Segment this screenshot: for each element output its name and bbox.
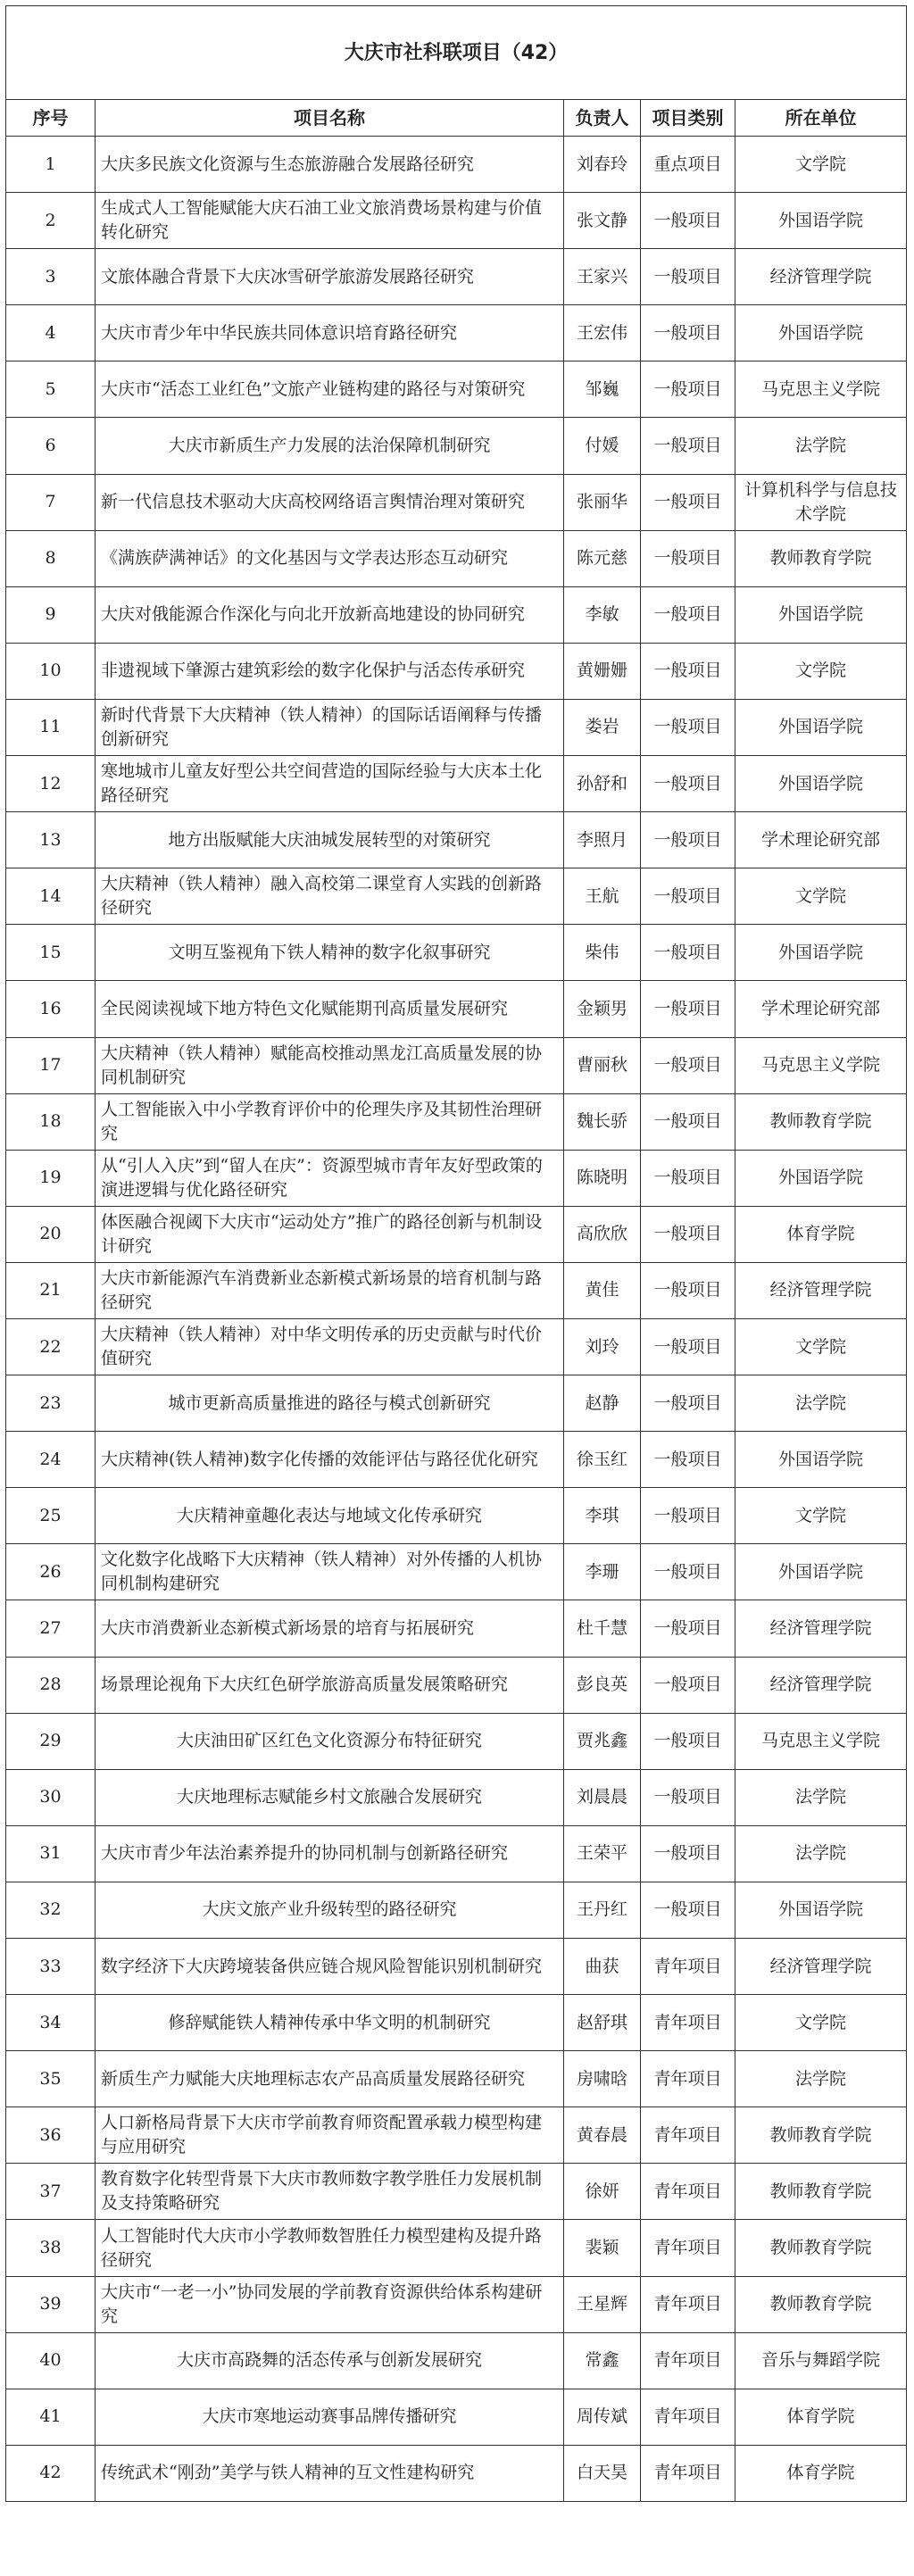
project-unit: 法学院 bbox=[735, 1825, 906, 1882]
project-name: 人工智能嵌入中小学教育评价中的伦理失序及其韧性治理研究 bbox=[96, 1093, 564, 1150]
table-row bbox=[6, 1657, 907, 1713]
project-unit: 教师教育学院 bbox=[735, 2164, 906, 2220]
row-number: 4 bbox=[6, 305, 96, 361]
project-leader: 杜千慧 bbox=[563, 1600, 640, 1657]
project-unit: 外国语学院 bbox=[735, 925, 906, 981]
table-row bbox=[6, 2445, 907, 2501]
project-name: 场景理论视角下大庆红色研学旅游高质量发展策略研究 bbox=[96, 1657, 564, 1713]
project-type: 一般项目 bbox=[640, 249, 735, 305]
table-row bbox=[6, 2276, 907, 2332]
table-row bbox=[6, 1769, 907, 1825]
table-row bbox=[6, 2332, 907, 2389]
project-type: 一般项目 bbox=[640, 193, 735, 249]
project-leader: 徐玉红 bbox=[563, 1432, 640, 1488]
table-row bbox=[6, 2051, 907, 2107]
project-type: 一般项目 bbox=[640, 1037, 735, 1093]
project-leader: 李琪 bbox=[563, 1488, 640, 1544]
project-leader: 房啸晗 bbox=[563, 2051, 640, 2107]
column-header-leader: 负责人 bbox=[563, 100, 640, 137]
row-number: 18 bbox=[6, 1093, 96, 1150]
row-number: 41 bbox=[6, 2389, 96, 2445]
project-leader: 娄岩 bbox=[563, 699, 640, 755]
column-header-type: 项目类别 bbox=[640, 100, 735, 137]
project-unit: 文学院 bbox=[735, 868, 906, 925]
row-number: 14 bbox=[6, 868, 96, 925]
table-row bbox=[6, 530, 907, 586]
table-row bbox=[6, 1318, 907, 1375]
project-unit: 经济管理学院 bbox=[735, 1600, 906, 1657]
table-title: 大庆市社科联项目（42） bbox=[6, 6, 907, 100]
row-number: 15 bbox=[6, 925, 96, 981]
project-leader: 贾兆鑫 bbox=[563, 1713, 640, 1769]
row-number: 26 bbox=[6, 1544, 96, 1600]
project-type: 一般项目 bbox=[640, 1544, 735, 1600]
row-number: 28 bbox=[6, 1657, 96, 1713]
project-leader: 周传斌 bbox=[563, 2389, 640, 2445]
project-unit: 教师教育学院 bbox=[735, 2107, 906, 2164]
row-number: 25 bbox=[6, 1488, 96, 1544]
project-leader: 王家兴 bbox=[563, 249, 640, 305]
row-number: 19 bbox=[6, 1150, 96, 1206]
project-type: 一般项目 bbox=[640, 1713, 735, 1769]
project-name: 教育数字化转型背景下大庆市教师数字教学胜任力发展机制及支持策略研究 bbox=[96, 2164, 564, 2220]
project-unit: 马克思主义学院 bbox=[735, 361, 906, 418]
project-unit: 外国语学院 bbox=[735, 586, 906, 643]
table-row bbox=[6, 1150, 907, 1206]
table-row bbox=[6, 1713, 907, 1769]
project-leader: 黄春晨 bbox=[563, 2107, 640, 2164]
table-row bbox=[6, 2220, 907, 2276]
project-type: 一般项目 bbox=[640, 812, 735, 868]
project-unit: 法学院 bbox=[735, 418, 906, 474]
project-name: 文化数字化战略下大庆精神（铁人精神）对外传播的人机协同机制构建研究 bbox=[96, 1544, 564, 1600]
project-type: 青年项目 bbox=[640, 1939, 735, 1995]
project-name: 新质生产力赋能大庆地理标志农产品高质量发展路径研究 bbox=[96, 2051, 564, 2107]
row-number: 7 bbox=[6, 474, 96, 530]
row-number: 40 bbox=[6, 2332, 96, 2389]
project-unit: 文学院 bbox=[735, 1995, 906, 2051]
project-unit: 外国语学院 bbox=[735, 1882, 906, 1938]
project-type: 一般项目 bbox=[640, 418, 735, 474]
row-number: 1 bbox=[6, 137, 96, 193]
project-name: 体医融合视阈下大庆市“运动处方”推广的路径创新与机制设计研究 bbox=[96, 1206, 564, 1262]
project-leader: 刘晨晨 bbox=[563, 1769, 640, 1825]
project-unit: 文学院 bbox=[735, 137, 906, 193]
project-name: 大庆市青少年法治素养提升的协同机制与创新路径研究 bbox=[96, 1825, 564, 1882]
project-leader: 王宏伟 bbox=[563, 305, 640, 361]
project-leader: 王荣平 bbox=[563, 1825, 640, 1882]
project-leader: 李珊 bbox=[563, 1544, 640, 1600]
project-type: 一般项目 bbox=[640, 1262, 735, 1318]
table-row bbox=[6, 1825, 907, 1882]
project-type: 一般项目 bbox=[640, 699, 735, 755]
project-type: 一般项目 bbox=[640, 1206, 735, 1262]
row-number: 31 bbox=[6, 1825, 96, 1882]
project-leader: 李敏 bbox=[563, 586, 640, 643]
project-type: 重点项目 bbox=[640, 137, 735, 193]
table-row bbox=[6, 1600, 907, 1657]
project-type: 一般项目 bbox=[640, 1318, 735, 1375]
project-unit: 马克思主义学院 bbox=[735, 1713, 906, 1769]
table-row bbox=[6, 756, 907, 812]
row-number: 3 bbox=[6, 249, 96, 305]
project-leader: 付媛 bbox=[563, 418, 640, 474]
project-name: 传统武术“刚劲”美学与铁人精神的互文性建构研究 bbox=[96, 2445, 564, 2501]
project-type: 一般项目 bbox=[640, 1882, 735, 1938]
project-type: 青年项目 bbox=[640, 2164, 735, 2220]
row-number: 24 bbox=[6, 1432, 96, 1488]
row-number: 35 bbox=[6, 2051, 96, 2107]
table-row bbox=[6, 699, 907, 755]
project-leader: 黄姗姗 bbox=[563, 643, 640, 699]
project-name: 大庆文旅产业升级转型的路径研究 bbox=[96, 1882, 564, 1938]
project-unit: 外国语学院 bbox=[735, 1150, 906, 1206]
project-leader: 赵静 bbox=[563, 1375, 640, 1432]
project-unit: 经济管理学院 bbox=[735, 1939, 906, 1995]
row-number: 22 bbox=[6, 1318, 96, 1375]
row-number: 11 bbox=[6, 699, 96, 755]
project-type: 一般项目 bbox=[640, 361, 735, 418]
project-name: 大庆精神（铁人精神）对中华文明传承的历史贡献与时代价值研究 bbox=[96, 1318, 564, 1375]
row-number: 20 bbox=[6, 1206, 96, 1262]
project-unit: 学术理论研究部 bbox=[735, 812, 906, 868]
project-name: 大庆多民族文化资源与生态旅游融合发展路径研究 bbox=[96, 137, 564, 193]
column-header-unit: 所在单位 bbox=[735, 100, 906, 137]
project-leader: 张丽华 bbox=[563, 474, 640, 530]
project-unit: 外国语学院 bbox=[735, 305, 906, 361]
project-unit: 文学院 bbox=[735, 1488, 906, 1544]
project-name: 大庆精神（铁人精神）赋能高校推动黑龙江高质量发展的协同机制研究 bbox=[96, 1037, 564, 1093]
project-name: 大庆精神(铁人精神)数字化传播的效能评估与路径优化研究 bbox=[96, 1432, 564, 1488]
project-name: 大庆市新能源汽车消费新业态新模式新场景的培育机制与路径研究 bbox=[96, 1262, 564, 1318]
project-type: 一般项目 bbox=[640, 586, 735, 643]
project-name: 文明互鉴视角下铁人精神的数字化叙事研究 bbox=[96, 925, 564, 981]
project-leader: 陈元慈 bbox=[563, 530, 640, 586]
project-unit: 文学院 bbox=[735, 643, 906, 699]
table-body bbox=[6, 137, 907, 2502]
table-row bbox=[6, 868, 907, 925]
row-number: 5 bbox=[6, 361, 96, 418]
header-row bbox=[6, 100, 907, 137]
row-number: 39 bbox=[6, 2276, 96, 2332]
project-unit: 学术理论研究部 bbox=[735, 981, 906, 1037]
project-unit: 体育学院 bbox=[735, 1206, 906, 1262]
row-number: 6 bbox=[6, 418, 96, 474]
table-row bbox=[6, 474, 907, 530]
project-type: 青年项目 bbox=[640, 2389, 735, 2445]
project-name: 新一代信息技术驱动大庆高校网络语言舆情治理对策研究 bbox=[96, 474, 564, 530]
project-sheet bbox=[5, 5, 907, 2502]
project-type: 一般项目 bbox=[640, 305, 735, 361]
project-name: 人工智能时代大庆市小学教师数智胜任力模型建构及提升路径研究 bbox=[96, 2220, 564, 2276]
row-number: 36 bbox=[6, 2107, 96, 2164]
project-type: 一般项目 bbox=[640, 868, 735, 925]
table-row bbox=[6, 1544, 907, 1600]
row-number: 38 bbox=[6, 2220, 96, 2276]
project-leader: 黄佳 bbox=[563, 1262, 640, 1318]
project-type: 青年项目 bbox=[640, 2220, 735, 2276]
project-leader: 高欣欣 bbox=[563, 1206, 640, 1262]
project-unit: 法学院 bbox=[735, 2051, 906, 2107]
table-row bbox=[6, 981, 907, 1037]
project-leader: 柴伟 bbox=[563, 925, 640, 981]
row-number: 16 bbox=[6, 981, 96, 1037]
row-number: 8 bbox=[6, 530, 96, 586]
project-name: 大庆精神（铁人精神）融入高校第二课堂育人实践的创新路径研究 bbox=[96, 868, 564, 925]
project-unit: 文学院 bbox=[735, 1318, 906, 1375]
row-number: 9 bbox=[6, 586, 96, 643]
row-number: 42 bbox=[6, 2445, 96, 2501]
table-row bbox=[6, 361, 907, 418]
project-leader: 曹丽秋 bbox=[563, 1037, 640, 1093]
project-type: 青年项目 bbox=[640, 2332, 735, 2389]
project-unit: 马克思主义学院 bbox=[735, 1037, 906, 1093]
project-leader: 魏长骄 bbox=[563, 1093, 640, 1150]
project-leader: 金颖男 bbox=[563, 981, 640, 1037]
project-leader: 徐妍 bbox=[563, 2164, 640, 2220]
project-unit: 外国语学院 bbox=[735, 756, 906, 812]
project-name: 大庆油田矿区红色文化资源分布特征研究 bbox=[96, 1713, 564, 1769]
project-name: 大庆市消费新业态新模式新场景的培育与拓展研究 bbox=[96, 1600, 564, 1657]
project-unit: 体育学院 bbox=[735, 2445, 906, 2501]
project-name: 全民阅读视域下地方特色文化赋能期刊高质量发展研究 bbox=[96, 981, 564, 1037]
project-unit: 经济管理学院 bbox=[735, 1262, 906, 1318]
project-name: 人口新格局背景下大庆市学前教育师资配置承载力模型构建与应用研究 bbox=[96, 2107, 564, 2164]
project-type: 一般项目 bbox=[640, 981, 735, 1037]
project-leader: 张文静 bbox=[563, 193, 640, 249]
project-unit: 教师教育学院 bbox=[735, 2220, 906, 2276]
project-leader: 常鑫 bbox=[563, 2332, 640, 2389]
table-row bbox=[6, 1262, 907, 1318]
project-leader: 赵舒琪 bbox=[563, 1995, 640, 2051]
project-leader: 曲获 bbox=[563, 1939, 640, 1995]
project-name: 大庆精神童趣化表达与地域文化传承研究 bbox=[96, 1488, 564, 1544]
project-unit: 外国语学院 bbox=[735, 193, 906, 249]
project-type: 青年项目 bbox=[640, 2107, 735, 2164]
project-type: 一般项目 bbox=[640, 530, 735, 586]
project-unit: 经济管理学院 bbox=[735, 1657, 906, 1713]
project-unit: 体育学院 bbox=[735, 2389, 906, 2445]
column-header-name: 项目名称 bbox=[96, 100, 564, 137]
project-name: 大庆市寒地运动赛事品牌传播研究 bbox=[96, 2389, 564, 2445]
project-unit: 法学院 bbox=[735, 1769, 906, 1825]
project-name: 城市更新高质量推进的路径与模式创新研究 bbox=[96, 1375, 564, 1432]
row-number: 2 bbox=[6, 193, 96, 249]
project-type: 一般项目 bbox=[640, 1093, 735, 1150]
project-leader: 王航 bbox=[563, 868, 640, 925]
table-row bbox=[6, 812, 907, 868]
row-number: 32 bbox=[6, 1882, 96, 1938]
project-name: 大庆市青少年中华民族共同体意识培育路径研究 bbox=[96, 305, 564, 361]
project-type: 一般项目 bbox=[640, 1657, 735, 1713]
row-number: 17 bbox=[6, 1037, 96, 1093]
table-row bbox=[6, 1093, 907, 1150]
table-row bbox=[6, 1488, 907, 1544]
project-name: 地方出版赋能大庆油城发展转型的对策研究 bbox=[96, 812, 564, 868]
project-name: 《满族萨满神话》的文化基因与文学表达形态互动研究 bbox=[96, 530, 564, 586]
project-name: 修辞赋能铁人精神传承中华文明的机制研究 bbox=[96, 1995, 564, 2051]
row-number: 13 bbox=[6, 812, 96, 868]
project-unit: 外国语学院 bbox=[735, 699, 906, 755]
table-row bbox=[6, 1206, 907, 1262]
project-type: 青年项目 bbox=[640, 2051, 735, 2107]
project-leader: 彭良英 bbox=[563, 1657, 640, 1713]
project-name: 生成式人工智能赋能大庆石油工业文旅消费场景构建与价值转化研究 bbox=[96, 193, 564, 249]
row-number: 30 bbox=[6, 1769, 96, 1825]
project-name: 大庆市高跷舞的活态传承与创新发展研究 bbox=[96, 2332, 564, 2389]
table-row bbox=[6, 1432, 907, 1488]
project-unit: 计算机科学与信息技术学院 bbox=[735, 474, 906, 530]
row-number: 37 bbox=[6, 2164, 96, 2220]
project-leader: 刘玲 bbox=[563, 1318, 640, 1375]
project-unit: 教师教育学院 bbox=[735, 1093, 906, 1150]
project-leader: 王星辉 bbox=[563, 2276, 640, 2332]
project-type: 青年项目 bbox=[640, 1995, 735, 2051]
table-row bbox=[6, 1939, 907, 1995]
table-row bbox=[6, 1995, 907, 2051]
project-leader: 李照月 bbox=[563, 812, 640, 868]
table-row bbox=[6, 2107, 907, 2164]
row-number: 34 bbox=[6, 1995, 96, 2051]
project-type: 一般项目 bbox=[640, 925, 735, 981]
project-name: 新时代背景下大庆精神（铁人精神）的国际话语阐释与传播创新研究 bbox=[96, 699, 564, 755]
table-row bbox=[6, 1882, 907, 1938]
row-number: 10 bbox=[6, 643, 96, 699]
row-number: 33 bbox=[6, 1939, 96, 1995]
table-row bbox=[6, 2389, 907, 2445]
table-row bbox=[6, 2164, 907, 2220]
project-table bbox=[5, 5, 907, 2502]
project-type: 一般项目 bbox=[640, 1432, 735, 1488]
table-row bbox=[6, 193, 907, 249]
project-name: 从“引人入庆”到“留人在庆”：资源型城市青年友好型政策的演进逻辑与优化路径研究 bbox=[96, 1150, 564, 1206]
project-name: 大庆市“一老一小”协同发展的学前教育资源供给体系构建研究 bbox=[96, 2276, 564, 2332]
project-unit: 音乐与舞蹈学院 bbox=[735, 2332, 906, 2389]
table-row bbox=[6, 925, 907, 981]
project-leader: 刘春玲 bbox=[563, 137, 640, 193]
project-type: 青年项目 bbox=[640, 2276, 735, 2332]
project-name: 大庆对俄能源合作深化与向北开放新高地建设的协同研究 bbox=[96, 586, 564, 643]
project-leader: 白天昊 bbox=[563, 2445, 640, 2501]
column-header-no: 序号 bbox=[6, 100, 96, 137]
project-name: 大庆地理标志赋能乡村文旅融合发展研究 bbox=[96, 1769, 564, 1825]
project-leader: 裴颖 bbox=[563, 2220, 640, 2276]
project-name: 非遗视域下肇源古建筑彩绘的数字化保护与活态传承研究 bbox=[96, 643, 564, 699]
table-row bbox=[6, 1375, 907, 1432]
project-name: 寒地城市儿童友好型公共空间营造的国际经验与大庆本土化路径研究 bbox=[96, 756, 564, 812]
project-type: 一般项目 bbox=[640, 1375, 735, 1432]
row-number: 21 bbox=[6, 1262, 96, 1318]
table-row bbox=[6, 249, 907, 305]
project-unit: 经济管理学院 bbox=[735, 249, 906, 305]
row-number: 27 bbox=[6, 1600, 96, 1657]
project-leader: 王丹红 bbox=[563, 1882, 640, 1938]
table-row bbox=[6, 137, 907, 193]
project-name: 大庆市新质生产力发展的法治保障机制研究 bbox=[96, 418, 564, 474]
table-row bbox=[6, 643, 907, 699]
project-type: 一般项目 bbox=[640, 1769, 735, 1825]
project-leader: 孙舒和 bbox=[563, 756, 640, 812]
project-leader: 陈晓明 bbox=[563, 1150, 640, 1206]
project-type: 一般项目 bbox=[640, 1150, 735, 1206]
project-name: 大庆市“活态工业红色”文旅产业链构建的路径与对策研究 bbox=[96, 361, 564, 418]
row-number: 12 bbox=[6, 756, 96, 812]
project-unit: 教师教育学院 bbox=[735, 2276, 906, 2332]
project-type: 一般项目 bbox=[640, 474, 735, 530]
project-leader: 邹巍 bbox=[563, 361, 640, 418]
table-row bbox=[6, 305, 907, 361]
project-unit: 外国语学院 bbox=[735, 1544, 906, 1600]
project-unit: 外国语学院 bbox=[735, 1432, 906, 1488]
table-row bbox=[6, 586, 907, 643]
table-row bbox=[6, 1037, 907, 1093]
project-unit: 法学院 bbox=[735, 1375, 906, 1432]
project-type: 一般项目 bbox=[640, 1600, 735, 1657]
project-unit: 教师教育学院 bbox=[735, 530, 906, 586]
project-type: 青年项目 bbox=[640, 2445, 735, 2501]
project-name: 文旅体融合背景下大庆冰雪研学旅游发展路径研究 bbox=[96, 249, 564, 305]
project-name: 数字经济下大庆跨境装备供应链合规风险智能识别机制研究 bbox=[96, 1939, 564, 1995]
project-type: 一般项目 bbox=[640, 1488, 735, 1544]
row-number: 29 bbox=[6, 1713, 96, 1769]
project-type: 一般项目 bbox=[640, 1825, 735, 1882]
project-type: 一般项目 bbox=[640, 643, 735, 699]
project-type: 一般项目 bbox=[640, 756, 735, 812]
row-number: 23 bbox=[6, 1375, 96, 1432]
table-row bbox=[6, 418, 907, 474]
